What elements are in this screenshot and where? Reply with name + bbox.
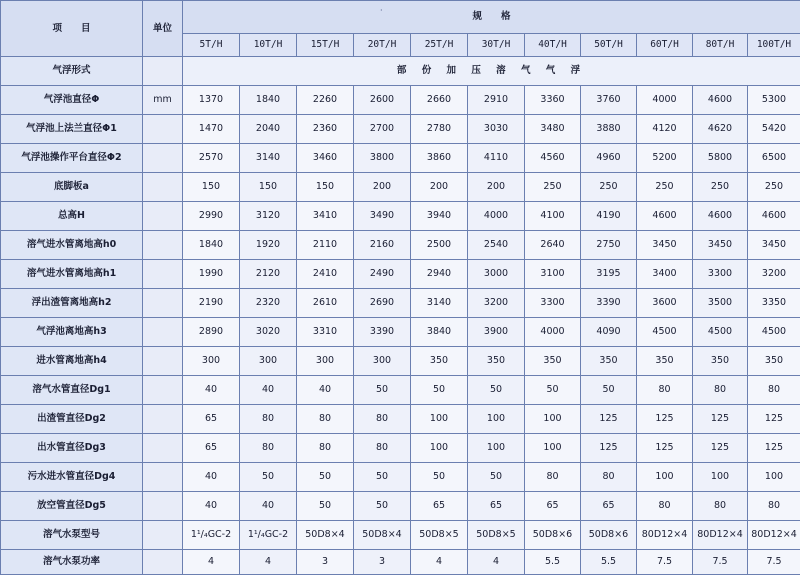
table-cell: 3860 [411,144,468,173]
table-cell: 50 [354,463,411,492]
row-unit [143,463,183,492]
table-cell: 3300 [693,260,748,289]
table-cell: 300 [297,347,354,376]
table-cell: 100 [411,405,468,434]
row-label: 底脚板a [1,173,143,202]
table-cell: 125 [693,434,748,463]
table-cell: 80 [240,434,297,463]
table-row [1,202,800,231]
capacity-header: 60T/H [637,34,693,57]
table-cell: 350 [637,347,693,376]
row-unit [143,550,183,575]
table-cell: 7.5 [637,550,693,575]
table-cell: 80 [354,434,411,463]
row-unit: mm [143,86,183,115]
table-cell: 4100 [525,202,581,231]
table-cell: 4090 [581,318,637,347]
table-cell: 2110 [297,231,354,260]
row-label: 气浮池操作平台直径Φ2 [1,144,143,173]
row-label: 气浮池上法兰直径Φ1 [1,115,143,144]
table-cell: 250 [525,173,581,202]
table-cell: 50 [297,463,354,492]
table-cell: 125 [581,434,637,463]
table-cell: 4000 [468,202,525,231]
table-cell: 2360 [297,115,354,144]
table-cell: 3140 [240,144,297,173]
row-label: 出水管直径Dg3 [1,434,143,463]
table-cell: 2660 [411,86,468,115]
table-cell: 1920 [240,231,297,260]
table-cell: 3 [354,550,411,575]
table-cell: 3400 [637,260,693,289]
table-row [1,521,800,550]
table-cell: 3450 [693,231,748,260]
table-cell: 40 [183,463,240,492]
table-cell: 50D8×6 [525,521,581,550]
table-cell: 2700 [354,115,411,144]
table-cell: 3300 [525,289,581,318]
table-cell: 4500 [748,318,800,347]
table-cell: 4 [411,550,468,575]
table-cell: 2540 [468,231,525,260]
table-cell: 4190 [581,202,637,231]
table-cell: 80 [581,463,637,492]
table-cell: 250 [637,173,693,202]
header-mark: · [380,6,383,15]
row-unit [143,231,183,260]
table-cell: 4600 [693,86,748,115]
table-cell: 3500 [693,289,748,318]
row-label: 溶气水泵型号 [1,521,143,550]
table-cell: 50 [240,463,297,492]
table-row [1,550,800,575]
table-cell: 125 [748,405,800,434]
table-row [1,405,800,434]
table-cell: 50D8×4 [297,521,354,550]
table-cell: 2570 [183,144,240,173]
table-cell: 3490 [354,202,411,231]
table-cell: 50D8×5 [468,521,525,550]
table-cell: 4 [240,550,297,575]
table-cell: 3350 [748,289,800,318]
table-cell: 50 [354,492,411,521]
table-row [1,347,800,376]
table-cell: 250 [581,173,637,202]
table-cell: 3390 [354,318,411,347]
table-cell: 125 [693,405,748,434]
capacity-header: 30T/H [468,34,525,57]
table-cell: 50 [354,376,411,405]
float-type-unit [143,57,183,86]
table-cell: 150 [240,173,297,202]
row-label: 浮出渣管离地高h2 [1,289,143,318]
table-cell: 65 [468,492,525,521]
table-cell: 2600 [354,86,411,115]
table-cell: 300 [183,347,240,376]
float-type-label: 气浮形式 [1,57,143,86]
table-cell: 80 [354,405,411,434]
table-cell: 65 [581,492,637,521]
table-cell: 2940 [411,260,468,289]
table-cell: 4110 [468,144,525,173]
table-cell: 100 [468,405,525,434]
table-cell: 2160 [354,231,411,260]
capacity-header: 20T/H [354,34,411,57]
capacity-header: 40T/H [525,34,581,57]
table-cell: 350 [525,347,581,376]
capacity-header: 10T/H [240,34,297,57]
table-cell: 2640 [525,231,581,260]
table-cell: 1370 [183,86,240,115]
table-cell: 40 [240,492,297,521]
table-cell: 5420 [748,115,800,144]
table-row [1,434,800,463]
table-cell: 7.5 [693,550,748,575]
table-row [1,289,800,318]
table-cell: 1¹/₄GC-2 [240,521,297,550]
table-cell: 80 [693,492,748,521]
table-cell: 3880 [581,115,637,144]
table-cell: 3450 [748,231,800,260]
table-cell: 150 [297,173,354,202]
table-cell: 300 [240,347,297,376]
table-cell: 80 [297,434,354,463]
table-cell: 350 [581,347,637,376]
row-unit [143,318,183,347]
table-row [1,376,800,405]
row-label: 气浮池直径Φ [1,86,143,115]
header-unit: 单位 [143,1,183,57]
table-cell: 1840 [240,86,297,115]
table-cell: 4 [183,550,240,575]
row-label: 污水进水管直径Dg4 [1,463,143,492]
table-cell: 4960 [581,144,637,173]
table-cell: 80D12×4 [748,521,800,550]
table-cell: 3 [297,550,354,575]
table-cell: 4600 [637,202,693,231]
row-unit [143,202,183,231]
row-label: 进水管离地高h4 [1,347,143,376]
table-cell: 150 [183,173,240,202]
table-cell: 3940 [411,202,468,231]
row-label: 溶气进水管离地高h1 [1,260,143,289]
table-cell: 3195 [581,260,637,289]
table-row [1,463,800,492]
table-cell: 6500 [748,144,800,173]
table-cell: 3410 [297,202,354,231]
table-cell: 100 [525,434,581,463]
row-label: 溶气水泵功率 [1,550,143,575]
table-cell: 125 [637,405,693,434]
table-cell: 50D8×4 [354,521,411,550]
table-cell: 50 [411,463,468,492]
table-row [1,144,800,173]
row-unit [143,492,183,521]
table-cell: 5.5 [581,550,637,575]
table-cell: 5300 [748,86,800,115]
table-cell: 3900 [468,318,525,347]
table-cell: 3030 [468,115,525,144]
table-cell: 3000 [468,260,525,289]
table-cell: 3120 [240,202,297,231]
table-cell: 1470 [183,115,240,144]
table-cell: 4120 [637,115,693,144]
table-row [1,86,800,115]
row-unit [143,521,183,550]
table-cell: 200 [354,173,411,202]
table-cell: 80 [748,376,800,405]
table-cell: 350 [693,347,748,376]
table-cell: 5800 [693,144,748,173]
table-cell: 3450 [637,231,693,260]
table-cell: 3480 [525,115,581,144]
table-cell: 2410 [297,260,354,289]
row-unit [143,405,183,434]
table-cell: 300 [354,347,411,376]
table-cell: 50 [411,376,468,405]
table-cell: 5200 [637,144,693,173]
row-label: 溶气进水管离地高h0 [1,231,143,260]
table-cell: 100 [693,463,748,492]
table-cell: 125 [748,434,800,463]
table-cell: 4500 [637,318,693,347]
table-cell: 2910 [468,86,525,115]
table-cell: 50D8×6 [581,521,637,550]
table-cell: 4600 [693,202,748,231]
table-row [1,173,800,202]
table-cell: 50 [468,463,525,492]
table-cell: 2040 [240,115,297,144]
table-cell: 4000 [525,318,581,347]
table-cell: 3800 [354,144,411,173]
table-cell: 350 [468,347,525,376]
row-unit [143,376,183,405]
table-cell: 7.5 [748,550,800,575]
table-cell: 80 [748,492,800,521]
table-cell: 350 [748,347,800,376]
table-cell: 3460 [297,144,354,173]
table-cell: 4 [468,550,525,575]
table-cell: 5.5 [525,550,581,575]
table-cell: 2500 [411,231,468,260]
table-cell: 3600 [637,289,693,318]
capacity-header: 100T/H [748,34,800,57]
row-unit [143,434,183,463]
table-cell: 125 [581,405,637,434]
table-cell: 1¹/₄GC-2 [183,521,240,550]
table-row [1,115,800,144]
table-cell: 4500 [693,318,748,347]
table-cell: 2690 [354,289,411,318]
table-cell: 250 [748,173,800,202]
row-label: 气浮池离地高h3 [1,318,143,347]
float-type-row [1,57,800,86]
table-cell: 100 [468,434,525,463]
table-cell: 1990 [183,260,240,289]
table-cell: 2990 [183,202,240,231]
table-cell: 80 [297,405,354,434]
row-label: 放空管直径Dg5 [1,492,143,521]
table-cell: 100 [411,434,468,463]
float-type-value: 部 份 加 压 溶 气 气 浮 [183,57,800,86]
table-cell: 3760 [581,86,637,115]
row-unit [143,260,183,289]
table-cell: 80 [693,376,748,405]
table-cell: 50 [581,376,637,405]
table-cell: 100 [525,405,581,434]
table-cell: 3200 [748,260,800,289]
table-cell: 2490 [354,260,411,289]
table-cell: 3200 [468,289,525,318]
capacity-header: 25T/H [411,34,468,57]
table-cell: 2780 [411,115,468,144]
table-cell: 2260 [297,86,354,115]
header-spec: 规 格 [183,1,800,34]
table-cell: 100 [748,463,800,492]
capacity-header: 80T/H [693,34,748,57]
table-cell: 2190 [183,289,240,318]
table-cell: 80D12×4 [693,521,748,550]
table-row [1,260,800,289]
row-unit [143,115,183,144]
row-unit [143,173,183,202]
table-cell: 50 [297,492,354,521]
table-cell: 80 [637,492,693,521]
table-cell: 4620 [693,115,748,144]
table-cell: 3100 [525,260,581,289]
table-row [1,492,800,521]
table-cell: 3140 [411,289,468,318]
header-item: 项 目 [1,1,143,57]
table-cell: 2890 [183,318,240,347]
table-cell: 65 [411,492,468,521]
table-cell: 50 [468,376,525,405]
table-cell: 3310 [297,318,354,347]
table-cell: 2320 [240,289,297,318]
table-cell: 2120 [240,260,297,289]
table-cell: 40 [297,376,354,405]
table-cell: 3840 [411,318,468,347]
table-cell: 2750 [581,231,637,260]
table-row [1,318,800,347]
table-cell: 3390 [581,289,637,318]
table-cell: 40 [183,492,240,521]
table-cell: 100 [637,463,693,492]
table-cell: 4560 [525,144,581,173]
table-cell: 40 [240,376,297,405]
table-cell: 80D12×4 [637,521,693,550]
table-cell: 1840 [183,231,240,260]
row-unit [143,144,183,173]
table-cell: 80 [240,405,297,434]
table-cell: 125 [637,434,693,463]
table-cell: 80 [525,463,581,492]
capacity-header: 5T/H [183,34,240,57]
row-label: 出渣管直径Dg2 [1,405,143,434]
table-cell: 2610 [297,289,354,318]
row-unit [143,289,183,318]
table-cell: 4000 [637,86,693,115]
table-cell: 80 [637,376,693,405]
row-unit [143,347,183,376]
table-cell: 200 [468,173,525,202]
capacity-header: 50T/H [581,34,637,57]
table-cell: 65 [183,434,240,463]
capacity-header: 15T/H [297,34,354,57]
row-label: 总高H [1,202,143,231]
table-cell: 3020 [240,318,297,347]
table-cell: 65 [183,405,240,434]
table-row [1,231,800,260]
row-label: 溶气水管直径Dg1 [1,376,143,405]
table-cell: 350 [411,347,468,376]
table-cell: 3360 [525,86,581,115]
table-cell: 65 [525,492,581,521]
table-cell: 40 [183,376,240,405]
table-cell: 200 [411,173,468,202]
table-cell: 4600 [748,202,800,231]
table-cell: 250 [693,173,748,202]
table-cell: 50 [525,376,581,405]
table-cell: 50D8×5 [411,521,468,550]
